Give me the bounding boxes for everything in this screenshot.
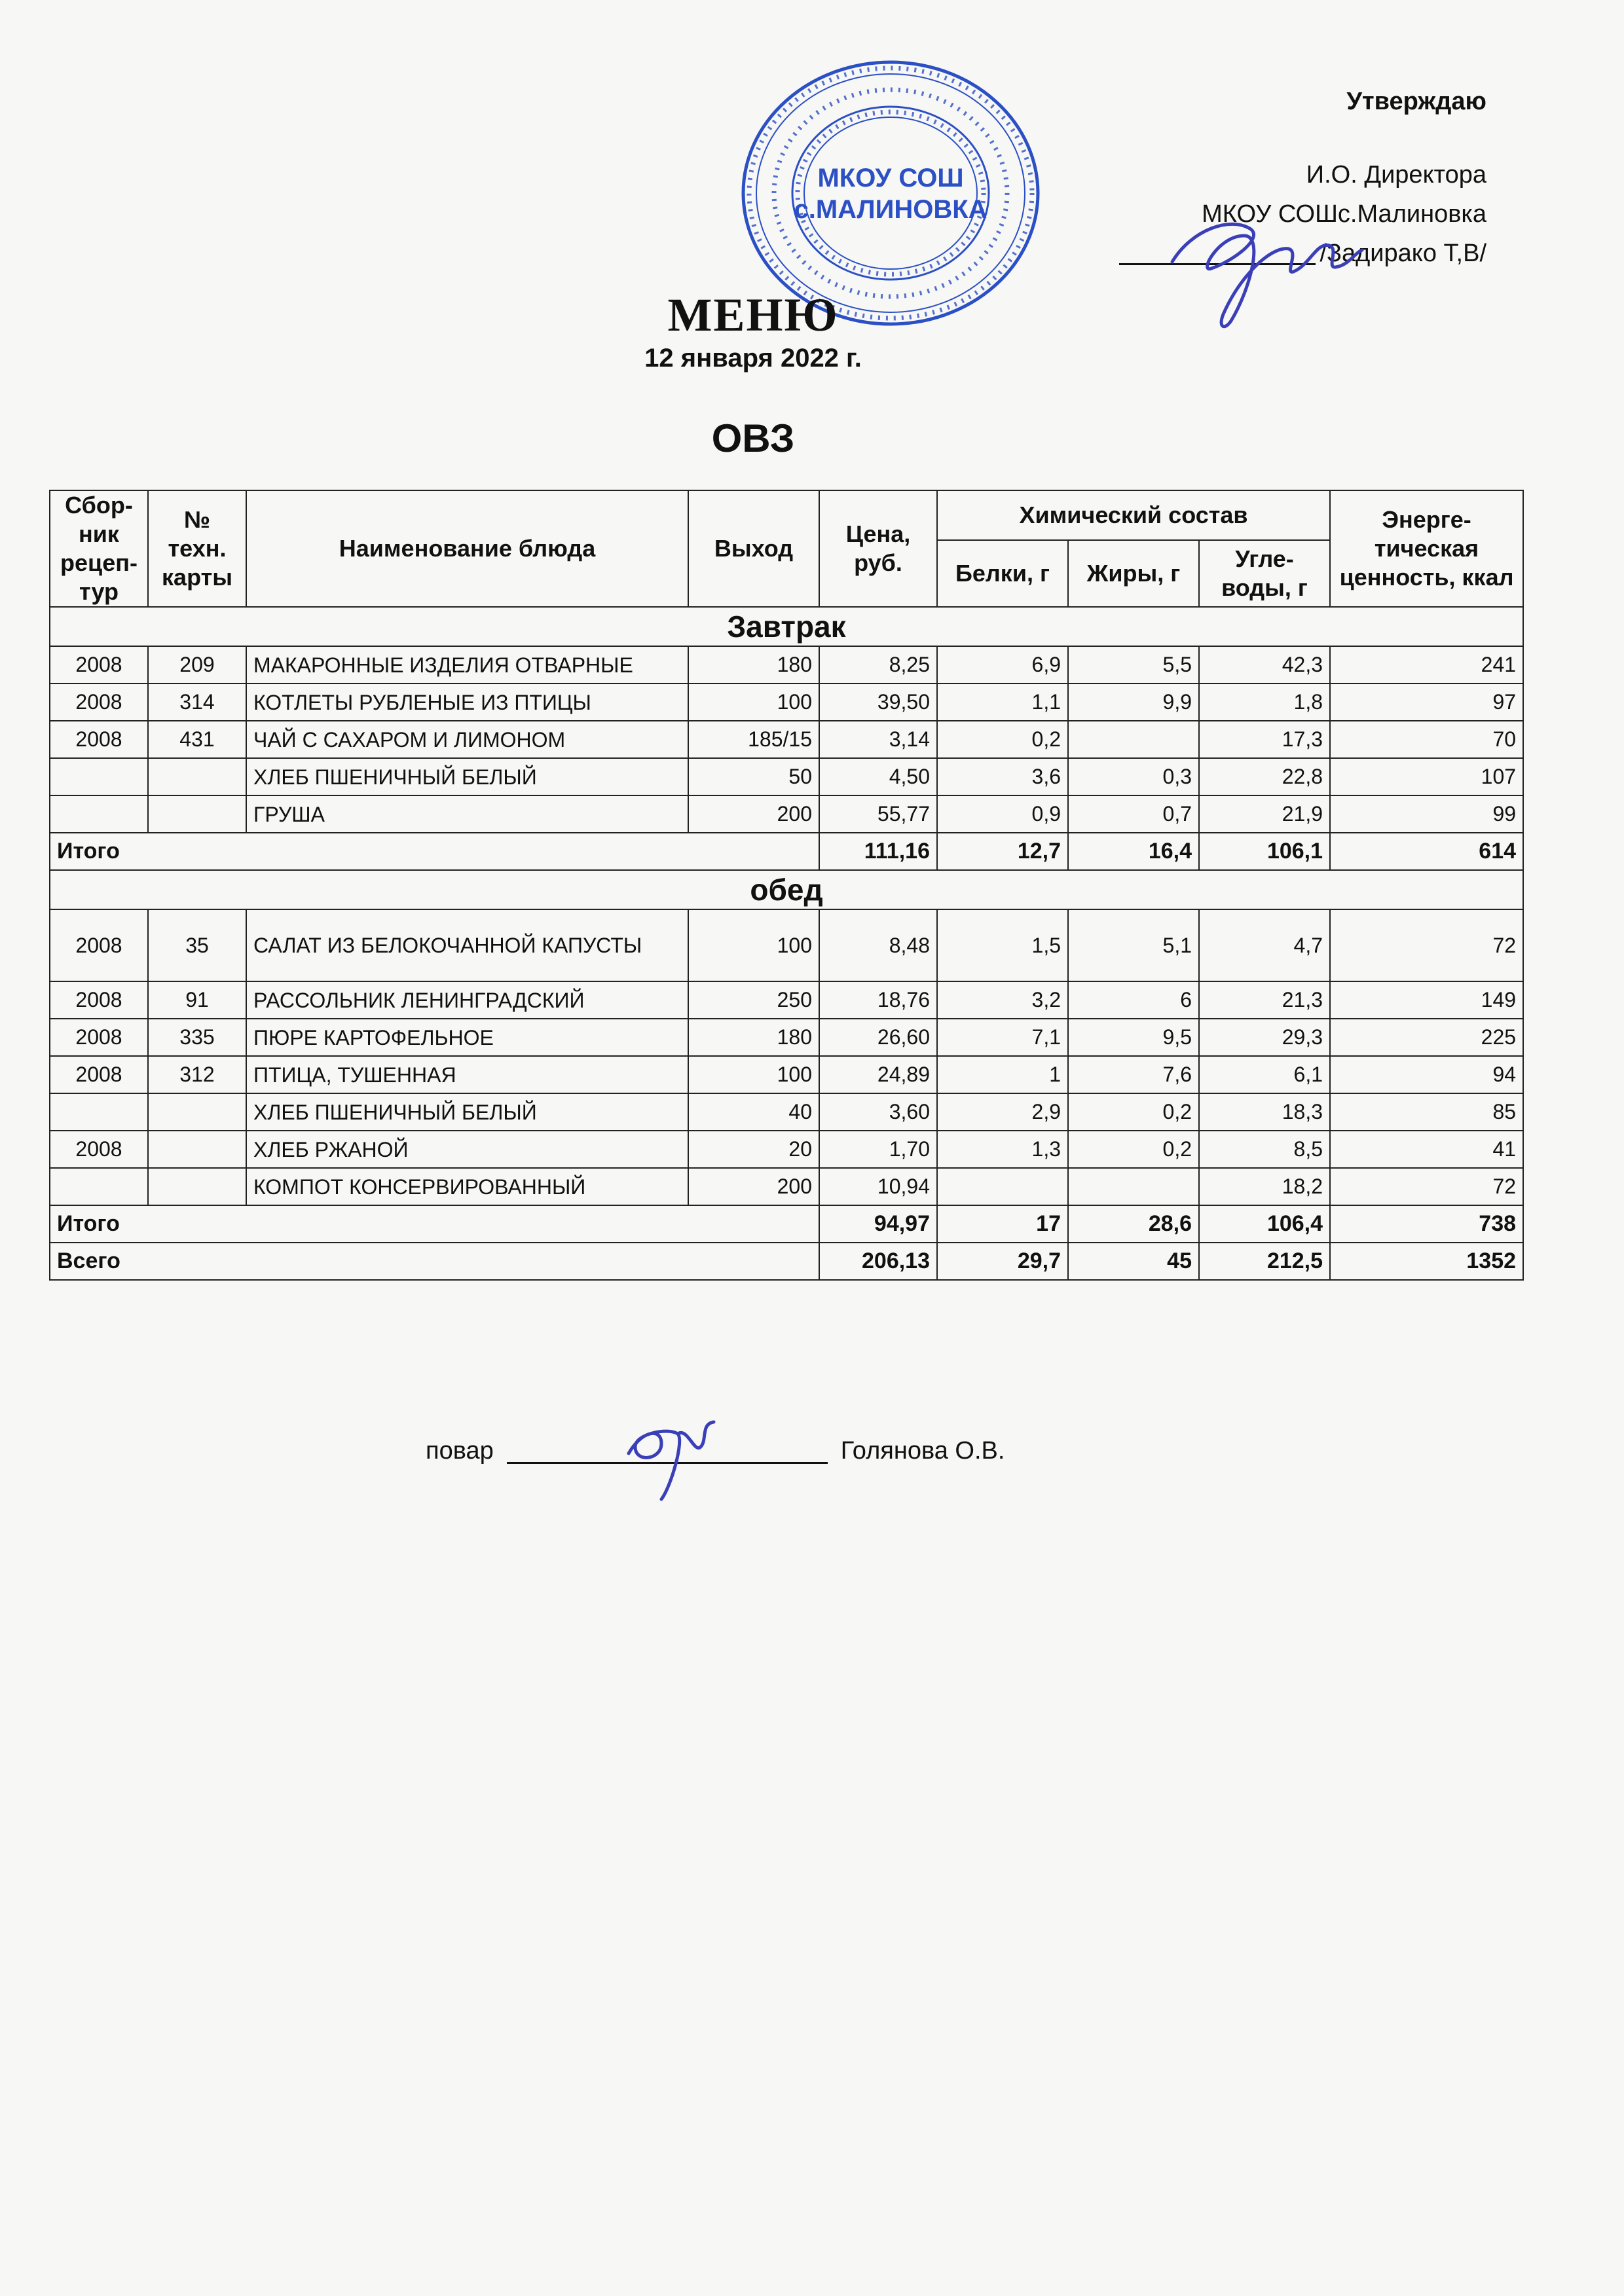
table-row bbox=[50, 1056, 1523, 1093]
total-proteins: 12,7 bbox=[937, 833, 1068, 870]
cell-fats: 9,9 bbox=[1068, 683, 1199, 721]
grand-total-proteins: 29,7 bbox=[937, 1243, 1068, 1280]
cell-dish-name: ХЛЕБ ПШЕНИЧНЫЙ БЕЛЫЙ bbox=[246, 758, 688, 795]
cell-energy: 72 bbox=[1330, 1168, 1523, 1205]
table-row bbox=[50, 981, 1523, 1019]
total-carbs: 106,4 bbox=[1199, 1205, 1330, 1243]
total-label: Итого bbox=[50, 833, 819, 870]
cell-price: 10,94 bbox=[819, 1168, 937, 1205]
cell-dish-name: ХЛЕБ РЖАНОЙ bbox=[246, 1131, 688, 1168]
cell-proteins: 3,2 bbox=[937, 981, 1068, 1019]
total-label: Итого bbox=[50, 1205, 819, 1243]
cell-tech-card: 431 bbox=[148, 721, 246, 758]
grand-total-label: Всего bbox=[50, 1243, 819, 1280]
cell-energy: 85 bbox=[1330, 1093, 1523, 1131]
section-row bbox=[50, 607, 1523, 646]
cell-collection: 2008 bbox=[50, 981, 148, 1019]
total-fats: 16,4 bbox=[1068, 833, 1199, 870]
cell-price: 3,60 bbox=[819, 1093, 937, 1131]
cell-carbs: 8,5 bbox=[1199, 1131, 1330, 1168]
cell-energy: 107 bbox=[1330, 758, 1523, 795]
cell-collection: 2008 bbox=[50, 683, 148, 721]
cell-carbs: 1,8 bbox=[1199, 683, 1330, 721]
grand-total-price: 206,13 bbox=[819, 1243, 937, 1280]
cell-energy: 72 bbox=[1330, 909, 1523, 981]
cell-collection: 2008 bbox=[50, 1131, 148, 1168]
cell-dish-name: САЛАТ ИЗ БЕЛОКОЧАННОЙ КАПУСТЫ bbox=[246, 909, 688, 981]
cell-carbs: 22,8 bbox=[1199, 758, 1330, 795]
cell-output: 250 bbox=[688, 981, 819, 1019]
cell-tech-card: 209 bbox=[148, 646, 246, 683]
table-row bbox=[50, 1019, 1523, 1056]
header-output: Выход bbox=[688, 490, 819, 607]
cell-price: 55,77 bbox=[819, 795, 937, 833]
cell-output: 100 bbox=[688, 1056, 819, 1093]
cell-collection bbox=[50, 1093, 148, 1131]
cook-name: Голянова О.В. bbox=[840, 1437, 1005, 1465]
cell-tech-card: 35 bbox=[148, 909, 246, 981]
cell-price: 8,48 bbox=[819, 909, 937, 981]
cell-output: 200 bbox=[688, 795, 819, 833]
cell-dish-name: ГРУША bbox=[246, 795, 688, 833]
cell-dish-name: МАКАРОННЫЕ ИЗДЕЛИЯ ОТВАРНЫЕ bbox=[246, 646, 688, 683]
cell-price: 39,50 bbox=[819, 683, 937, 721]
cell-carbs: 4,7 bbox=[1199, 909, 1330, 981]
table-row bbox=[50, 758, 1523, 795]
cell-tech-card: 91 bbox=[148, 981, 246, 1019]
cell-proteins: 0,2 bbox=[937, 721, 1068, 758]
cell-dish-name: ХЛЕБ ПШЕНИЧНЫЙ БЕЛЫЙ bbox=[246, 1093, 688, 1131]
cell-proteins bbox=[937, 1168, 1068, 1205]
total-row bbox=[50, 833, 1523, 870]
cell-tech-card bbox=[148, 1131, 246, 1168]
cell-carbs: 29,3 bbox=[1199, 1019, 1330, 1056]
section-title: обед bbox=[50, 870, 1523, 909]
cell-fats bbox=[1068, 1168, 1199, 1205]
cell-price: 18,76 bbox=[819, 981, 937, 1019]
cell-output: 40 bbox=[688, 1093, 819, 1131]
header-carbs: Угле-воды, г bbox=[1199, 540, 1330, 607]
table-row bbox=[50, 795, 1523, 833]
total-fats: 28,6 bbox=[1068, 1205, 1199, 1243]
cell-collection bbox=[50, 795, 148, 833]
header-tech-card: № техн. карты bbox=[148, 490, 246, 607]
menu-table bbox=[49, 490, 1524, 1281]
total-energy: 614 bbox=[1330, 833, 1523, 870]
cell-carbs: 42,3 bbox=[1199, 646, 1330, 683]
table-row bbox=[50, 683, 1523, 721]
cell-energy: 99 bbox=[1330, 795, 1523, 833]
cell-carbs: 21,3 bbox=[1199, 981, 1330, 1019]
table-row bbox=[50, 721, 1523, 758]
cell-tech-card: 312 bbox=[148, 1056, 246, 1093]
cell-fats: 9,5 bbox=[1068, 1019, 1199, 1056]
cell-collection: 2008 bbox=[50, 646, 148, 683]
cell-price: 8,25 bbox=[819, 646, 937, 683]
stamp-center-line2: с.МАЛИНОВКА bbox=[794, 195, 987, 224]
cell-collection: 2008 bbox=[50, 1056, 148, 1093]
cell-tech-card bbox=[148, 758, 246, 795]
cell-fats: 6 bbox=[1068, 981, 1199, 1019]
cell-dish-name: ПЮРЕ КАРТОФЕЛЬНОЕ bbox=[246, 1019, 688, 1056]
cell-price: 24,89 bbox=[819, 1056, 937, 1093]
total-proteins: 17 bbox=[937, 1205, 1068, 1243]
cell-proteins: 2,9 bbox=[937, 1093, 1068, 1131]
document-subtitle: ОВЗ bbox=[711, 416, 795, 460]
stamp-center-line1: МКОУ СОШ bbox=[817, 164, 964, 192]
cell-output: 20 bbox=[688, 1131, 819, 1168]
cell-price: 1,70 bbox=[819, 1131, 937, 1168]
cell-dish-name: КОТЛЕТЫ РУБЛЕНЫЕ ИЗ ПТИЦЫ bbox=[246, 683, 688, 721]
grand-total-energy: 1352 bbox=[1330, 1243, 1523, 1280]
header-chemical: Химический состав bbox=[937, 490, 1330, 540]
cell-fats: 0,2 bbox=[1068, 1093, 1199, 1131]
cell-energy: 94 bbox=[1330, 1056, 1523, 1093]
table-row bbox=[50, 1131, 1523, 1168]
header-collection: Сбор-ник рецеп-тур bbox=[50, 490, 148, 607]
table-row bbox=[50, 646, 1523, 683]
header-fats: Жиры, г bbox=[1068, 540, 1199, 607]
cell-fats: 0,3 bbox=[1068, 758, 1199, 795]
approval-school: МКОУ СОШс.Малиновка bbox=[1202, 200, 1486, 228]
cell-output: 185/15 bbox=[688, 721, 819, 758]
cell-output: 200 bbox=[688, 1168, 819, 1205]
cell-price: 3,14 bbox=[819, 721, 937, 758]
cell-tech-card bbox=[148, 1093, 246, 1131]
table-row bbox=[50, 1093, 1523, 1131]
cell-energy: 149 bbox=[1330, 981, 1523, 1019]
cell-proteins: 0,9 bbox=[937, 795, 1068, 833]
cell-energy: 70 bbox=[1330, 721, 1523, 758]
grand-total-row bbox=[50, 1243, 1523, 1280]
table-row bbox=[50, 909, 1523, 981]
cell-output: 180 bbox=[688, 646, 819, 683]
approval-title: Утверждаю bbox=[1346, 88, 1486, 115]
cell-tech-card: 314 bbox=[148, 683, 246, 721]
total-price: 94,97 bbox=[819, 1205, 937, 1243]
cook-signature bbox=[616, 1408, 727, 1506]
cell-collection bbox=[50, 1168, 148, 1205]
cell-output: 100 bbox=[688, 909, 819, 981]
cell-carbs: 18,2 bbox=[1199, 1168, 1330, 1205]
section-title: Завтрак bbox=[50, 607, 1523, 646]
cell-output: 100 bbox=[688, 683, 819, 721]
cell-price: 4,50 bbox=[819, 758, 937, 795]
approval-name: /Задирако Т,В/ bbox=[1320, 240, 1486, 267]
document-date: 12 января 2022 г. bbox=[644, 344, 862, 373]
cell-fats: 7,6 bbox=[1068, 1056, 1199, 1093]
cell-tech-card: 335 bbox=[148, 1019, 246, 1056]
cell-proteins: 1 bbox=[937, 1056, 1068, 1093]
cell-collection bbox=[50, 758, 148, 795]
cell-carbs: 21,9 bbox=[1199, 795, 1330, 833]
total-carbs: 106,1 bbox=[1199, 833, 1330, 870]
cell-proteins: 7,1 bbox=[937, 1019, 1068, 1056]
cell-carbs: 6,1 bbox=[1199, 1056, 1330, 1093]
cell-fats bbox=[1068, 721, 1199, 758]
header-energy: Энерге-тическая ценность, ккал bbox=[1330, 490, 1523, 607]
menu-table-body bbox=[50, 607, 1523, 1280]
cell-fats: 0,2 bbox=[1068, 1131, 1199, 1168]
table-row bbox=[50, 1168, 1523, 1205]
cook-role: повар bbox=[426, 1437, 494, 1465]
document-title: МЕНЮ bbox=[667, 289, 839, 341]
cell-dish-name: ЧАЙ С САХАРОМ И ЛИМОНОМ bbox=[246, 721, 688, 758]
cell-proteins: 3,6 bbox=[937, 758, 1068, 795]
cell-collection: 2008 bbox=[50, 909, 148, 981]
cell-carbs: 18,3 bbox=[1199, 1093, 1330, 1131]
cell-energy: 41 bbox=[1330, 1131, 1523, 1168]
header-price: Цена, руб. bbox=[819, 490, 937, 607]
total-row bbox=[50, 1205, 1523, 1243]
cell-proteins: 1,3 bbox=[937, 1131, 1068, 1168]
total-price: 111,16 bbox=[819, 833, 937, 870]
total-energy: 738 bbox=[1330, 1205, 1523, 1243]
cell-energy: 97 bbox=[1330, 683, 1523, 721]
cell-fats: 0,7 bbox=[1068, 795, 1199, 833]
cell-dish-name: РАССОЛЬНИК ЛЕНИНГРАДСКИЙ bbox=[246, 981, 688, 1019]
cell-proteins: 6,9 bbox=[937, 646, 1068, 683]
cell-tech-card bbox=[148, 795, 246, 833]
cell-energy: 225 bbox=[1330, 1019, 1523, 1056]
cell-output: 50 bbox=[688, 758, 819, 795]
cell-dish-name: КОМПОТ КОНСЕРВИРОВАННЫЙ bbox=[246, 1168, 688, 1205]
approval-position: И.О. Директора bbox=[1306, 161, 1486, 189]
cell-dish-name: ПТИЦА, ТУШЕННАЯ bbox=[246, 1056, 688, 1093]
cell-energy: 241 bbox=[1330, 646, 1523, 683]
cell-collection: 2008 bbox=[50, 1019, 148, 1056]
section-row bbox=[50, 870, 1523, 909]
grand-total-carbs: 212,5 bbox=[1199, 1243, 1330, 1280]
cell-output: 180 bbox=[688, 1019, 819, 1056]
cell-tech-card bbox=[148, 1168, 246, 1205]
cell-collection: 2008 bbox=[50, 721, 148, 758]
cell-proteins: 1,1 bbox=[937, 683, 1068, 721]
cell-fats: 5,5 bbox=[1068, 646, 1199, 683]
cell-proteins: 1,5 bbox=[937, 909, 1068, 981]
header-proteins: Белки, г bbox=[937, 540, 1068, 607]
cell-fats: 5,1 bbox=[1068, 909, 1199, 981]
cell-price: 26,60 bbox=[819, 1019, 937, 1056]
cell-carbs: 17,3 bbox=[1199, 721, 1330, 758]
grand-total-fats: 45 bbox=[1068, 1243, 1199, 1280]
header-dish-name: Наименование блюда bbox=[246, 490, 688, 607]
